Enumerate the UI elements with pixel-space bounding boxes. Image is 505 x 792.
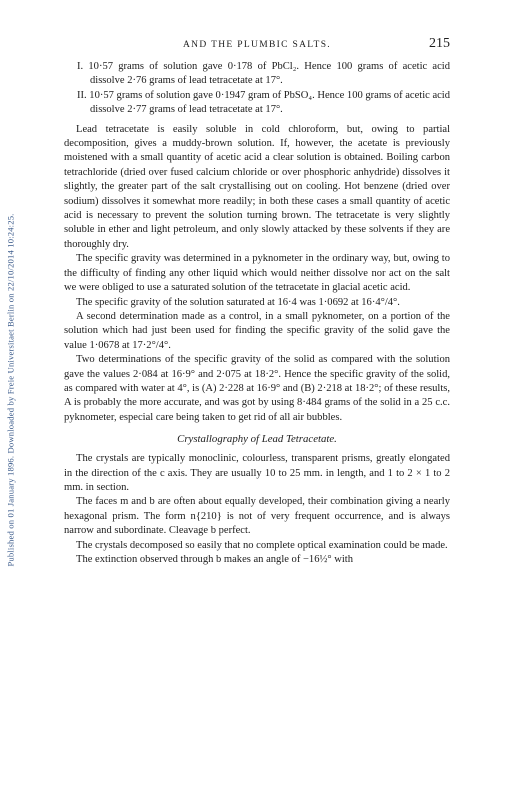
paragraph-specific-gravity-method: The specific gravity was determined in a pyknometer in the ordinary way, but, owing to the difficulty of finding any other liquid which would neither dissolve nor act on the salt we were obliged to use a saturated solution of the tetracetate in glacial acetic acid. <box>64 253 450 294</box>
paragraph-crystal-habit: The crystals are typically monoclinic, colourless, transparent prisms, greatly elongated in the direction of the c axis. They are usually 10 to 25 mm. in length, and 1 to 2 × 1 to 2 mm. in section. <box>64 453 450 493</box>
paragraph-optical-examination: The crystals decomposed so easily that no complete optical examination could be made. <box>76 539 448 551</box>
section-heading: Crystallography of Lead Tetracetate. <box>177 433 337 446</box>
paragraph-control-determination: A second determination made as a control, in a small pyknometer, on a portion of the solution which had just been used for finding the specific gravity of the solid gave the value 1·0678 at 17·2°/4°. <box>64 310 450 351</box>
paragraph-crystal-faces: The faces m and b are often about equally developed, their combination giving a nearly hexagonal prism. The form n{210} is not of very frequent occurrence, and is always narrow and subordinate. Cleavage b perfect. <box>64 496 450 537</box>
result-item-2: II. 10·57 grams of solution gave 0·1947 gram of PbSO₄. Hence 100 grams of acetic acid dissolve 2·77 grams of lead tetracetate at 17°. <box>77 89 451 116</box>
download-notice-text: Published on 01 January 1896. Downloaded by Freie Universitaet Berlin on 22/10/2014 10:24:25. <box>6 213 16 567</box>
paragraph-solubility: Lead tetracetate is easily soluble in cold chloroform, but, owing to partial decomposition, gives a muddy-brown solution. If, however, the acetate is previously moistened with a small quantity of acetic acid a clear solution is obtained. Boiling carbon tetrachloride (dried over fused calcium chloride or over phosphoric anhydride) dissolves it slightly, the greater part of the salt crystallising out on cooling. Hot benzene (dried over sodium) dissolves it somewhat more readily; in both these cases a small quantity of acetic acid is necessary to prevent the solution turning brown. The tetracetate is very slightly soluble in ether and light petroleum, and only slowly attacked by these solvents if they are thoroughly dry. <box>64 123 450 250</box>
result-item-1: I. 10·57 grams of solution gave 0·178 of PbCl₂. Hence 100 grams of acetic acid dissolve 2·76 grams of lead tetracetate at 17°. <box>77 61 450 87</box>
page-header <box>64 38 450 60</box>
page-number: 215 <box>429 36 450 51</box>
download-notice <box>4 70 18 710</box>
running-head: AND THE PLUMBIC SALTS. <box>182 40 332 50</box>
paragraph-extinction: The extinction observed through b makes an angle of −16½° with <box>76 554 353 565</box>
paragraph-solution-gravity: The specific gravity of the solution saturated at 16·4 was 1·0692 at 16·4°/4°. <box>76 296 400 308</box>
paragraph-solid-gravity: Two determinations of the specific gravity of the solid as compared with the solution gave the values 2·084 at 16·9° and 2·075 at 18·2°. Hence the specific gravity of the solid, as compared with water at 4°, is (A) 2·228 at 16·9° and (B) 2·218 at 18·2°; of these results, A is probably the more accurate, and was got by using 8·484 grams of the solid in a 25 c.c. pyknometer, especial care being taken to get rid of all air bubbles. <box>64 354 450 423</box>
page <box>64 38 450 567</box>
